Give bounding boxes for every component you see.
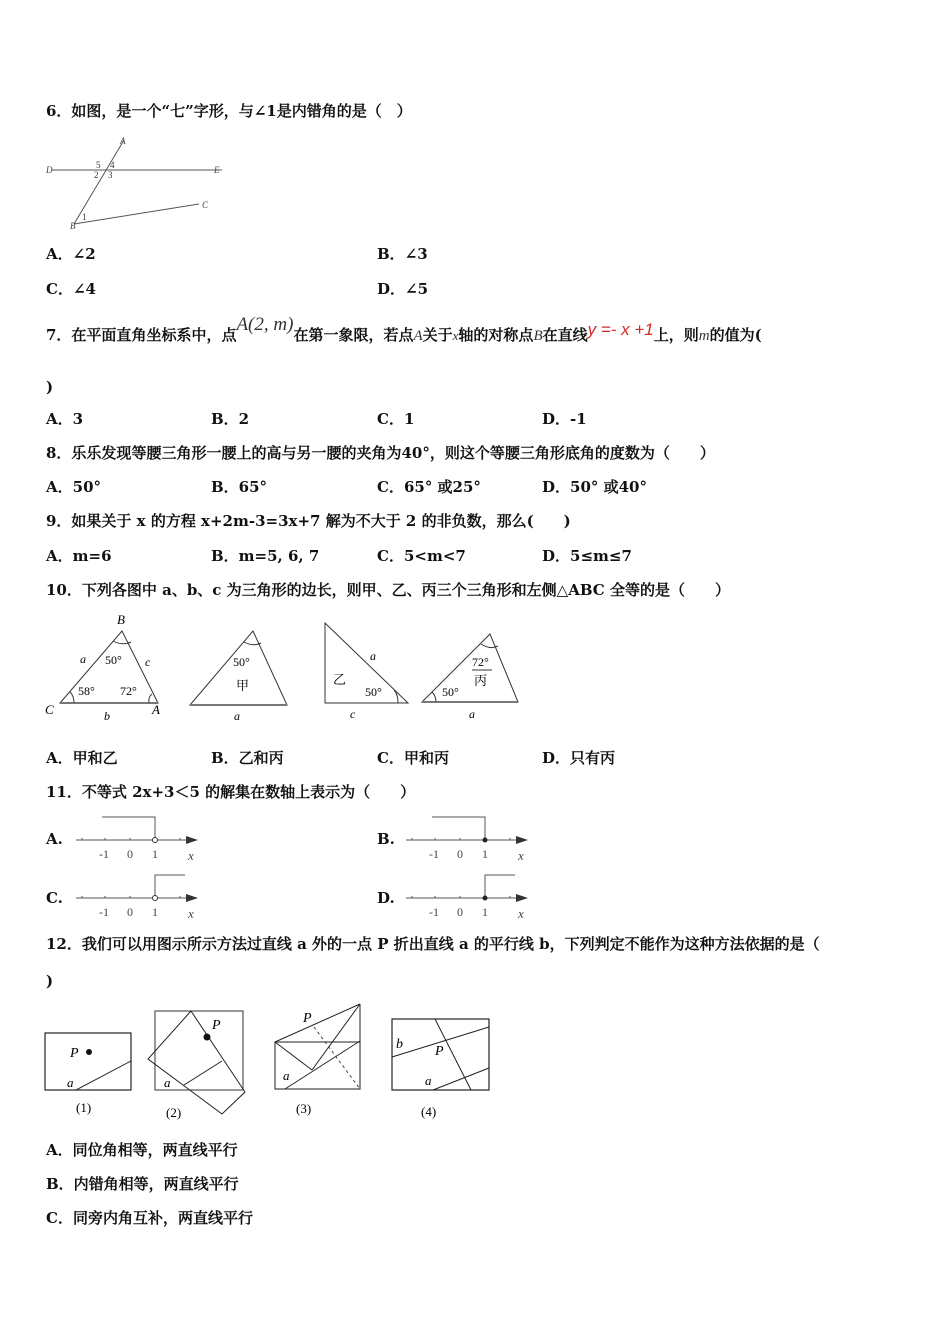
svg-text:A: A — [152, 702, 160, 717]
svg-text:-1: -1 — [429, 905, 439, 919]
svg-text:(3): (3) — [296, 1101, 312, 1116]
svg-text:50°: 50° — [365, 685, 382, 699]
svg-text:P: P — [70, 1046, 79, 1061]
svg-text:(1): (1) — [76, 1100, 92, 1115]
svg-text:b: b — [104, 709, 110, 723]
svg-text:-1: -1 — [99, 847, 109, 861]
q9-option-a[interactable]: A．m=6 — [46, 547, 112, 565]
q10-stem: 10．下列各图中 a、b、c 为三角形的边长，则甲、乙、丙三个三角形和左侧△ABC 全等的是（ ） — [46, 581, 730, 599]
svg-text:72°: 72° — [120, 684, 137, 698]
svg-text:0: 0 — [457, 847, 463, 861]
svg-text:58°: 58° — [78, 684, 95, 698]
q6-option-c[interactable]: C．∠4 — [46, 280, 96, 298]
q10-option-a[interactable]: A．甲和乙 — [46, 749, 118, 767]
svg-text:2: 2 — [94, 170, 99, 180]
q7-text-4: 轴的对称点 — [458, 326, 534, 344]
svg-text:x: x — [188, 848, 194, 863]
q6-option-d[interactable]: D．∠5 — [377, 280, 429, 298]
svg-text:-1: -1 — [429, 847, 439, 861]
svg-text:0: 0 — [457, 905, 463, 919]
svg-text:50°: 50° — [233, 655, 250, 669]
svg-text:1: 1 — [482, 905, 488, 919]
q12-figure — [40, 1000, 500, 1125]
q7-stem-close: ) — [46, 378, 54, 396]
q6-option-b[interactable]: B．∠3 — [377, 245, 428, 263]
q6-stem: 6．如图，是一个“七”字形，与∠1是内错角的是（ ） — [46, 102, 412, 120]
q9-option-c[interactable]: C．5<m<7 — [377, 547, 466, 565]
svg-text:1: 1 — [82, 212, 87, 222]
q10-option-c[interactable]: C．甲和丙 — [377, 749, 449, 767]
svg-text:C: C — [45, 702, 54, 717]
q8-option-c[interactable]: C．65° 或25° — [377, 478, 481, 496]
svg-text:1: 1 — [152, 905, 158, 919]
svg-text:D: D — [46, 165, 53, 175]
q9-option-d[interactable]: D．5≤m≤7 — [542, 547, 632, 565]
q11-numberline-a — [74, 812, 204, 864]
svg-text:P: P — [303, 1011, 312, 1026]
q11-option-d[interactable]: D. — [377, 889, 395, 907]
svg-text:A: A — [120, 136, 126, 146]
svg-text:P: P — [435, 1044, 444, 1059]
q7-line-equation: y =- x +1 — [587, 320, 654, 339]
svg-text:50°: 50° — [442, 685, 459, 699]
svg-text:B: B — [117, 612, 125, 627]
q10-bing-label: 丙 — [474, 673, 488, 688]
q12-option-c[interactable]: C．同旁内角互补，两直线平行 — [46, 1209, 253, 1227]
svg-text:0: 0 — [127, 847, 133, 861]
svg-text:50°: 50° — [105, 653, 122, 667]
svg-text:a: a — [469, 707, 475, 721]
svg-text:E: E — [214, 165, 220, 175]
svg-text:a: a — [234, 709, 240, 723]
svg-text:x: x — [518, 848, 524, 863]
svg-text:(2): (2) — [166, 1105, 182, 1120]
svg-text:B: B — [70, 221, 76, 231]
q9-option-b[interactable]: B．m=5, 6, 7 — [211, 547, 320, 565]
q7-text-5: 在直线 — [542, 326, 588, 344]
q12-option-a[interactable]: A．同位角相等，两直线平行 — [46, 1141, 238, 1159]
q12-stem: 12．我们可以用图示所示方法过直线 a 外的一点 P 折出直线 a 的平行线 b，下列判定不能作为这种方法依据的是（ — [46, 935, 820, 953]
svg-text:a: a — [67, 1075, 74, 1090]
svg-text:(4): (4) — [421, 1104, 437, 1119]
q8-option-a[interactable]: A．50° — [46, 478, 102, 496]
q7-point-a: A(2, m) — [236, 314, 294, 335]
svg-text:72°: 72° — [472, 655, 489, 669]
q12-option-b[interactable]: B．内错角相等，两直线平行 — [46, 1175, 239, 1193]
svg-text:a: a — [370, 649, 376, 663]
q8-stem: 8．乐乐发现等腰三角形一腰上的高与另一腰的夹角为40°，则这个等腰三角形底角的度数为（ ） — [46, 444, 715, 462]
q11-stem: 11．不等式 2x+3＜5 的解集在数轴上表示为（ ） — [46, 783, 416, 801]
svg-text:P: P — [212, 1018, 221, 1033]
q8-option-d[interactable]: D．50° 或40° — [542, 478, 647, 496]
q7-text-1: 7．在平面直角坐标系中，点 — [46, 326, 237, 344]
q6-option-a[interactable]: A．∠2 — [46, 245, 96, 263]
svg-text:3: 3 — [108, 170, 113, 180]
q11-option-a[interactable]: A. — [46, 830, 63, 848]
q7-option-d[interactable]: D．-1 — [542, 410, 587, 428]
q10-option-b[interactable]: B．乙和丙 — [211, 749, 284, 767]
q7-option-a[interactable]: A．3 — [46, 410, 84, 428]
q7-var-x: x — [452, 328, 459, 343]
q7-stem — [46, 314, 762, 346]
svg-text:b: b — [396, 1037, 403, 1052]
q6-figure — [44, 136, 234, 232]
svg-text:c: c — [145, 655, 151, 669]
svg-text:a: a — [425, 1073, 432, 1088]
q11-option-c[interactable]: C. — [46, 889, 63, 907]
q10-jia-label: 甲 — [236, 678, 250, 693]
q11-numberline-b — [404, 812, 534, 864]
svg-text:c: c — [350, 707, 356, 721]
q7-var-m: m — [698, 328, 710, 344]
q9-stem: 9．如果关于 x 的方程 x+2m-3=3x+7 解为不大于 2 的非负数，那么( ) — [46, 512, 571, 530]
svg-text:-1: -1 — [99, 905, 109, 919]
q7-var-a: A — [413, 328, 423, 344]
q11-numberline-c — [74, 870, 204, 922]
svg-text:1: 1 — [482, 847, 488, 861]
q10-yi-label: 乙 — [333, 672, 347, 687]
svg-text:x: x — [518, 906, 524, 921]
svg-text:a: a — [164, 1075, 171, 1090]
q11-option-b[interactable]: B. — [377, 830, 395, 848]
svg-text:a: a — [80, 652, 86, 666]
q7-text-2: 在第一象限，若点 — [293, 326, 414, 344]
q7-text-6: 上，则 — [653, 326, 699, 344]
q7-option-b[interactable]: B．2 — [211, 410, 250, 428]
q8-option-b[interactable]: B．65° — [211, 478, 268, 496]
q12-stem-close: ) — [46, 972, 54, 990]
svg-text:4: 4 — [110, 160, 115, 170]
q7-text-7: 的值为( — [709, 326, 762, 344]
q7-text-3: 关于 — [422, 326, 453, 344]
q7-option-c[interactable]: C．1 — [377, 410, 415, 428]
svg-text:x: x — [188, 906, 194, 921]
svg-text:1: 1 — [152, 847, 158, 861]
svg-text:0: 0 — [127, 905, 133, 919]
q10-option-d[interactable]: D．只有丙 — [542, 749, 616, 767]
svg-text:C: C — [202, 200, 209, 210]
svg-text:a: a — [283, 1068, 290, 1083]
q11-numberline-d — [404, 870, 534, 922]
q7-var-b: B — [533, 328, 543, 344]
q10-figure — [40, 606, 530, 726]
svg-text:5: 5 — [96, 160, 101, 170]
